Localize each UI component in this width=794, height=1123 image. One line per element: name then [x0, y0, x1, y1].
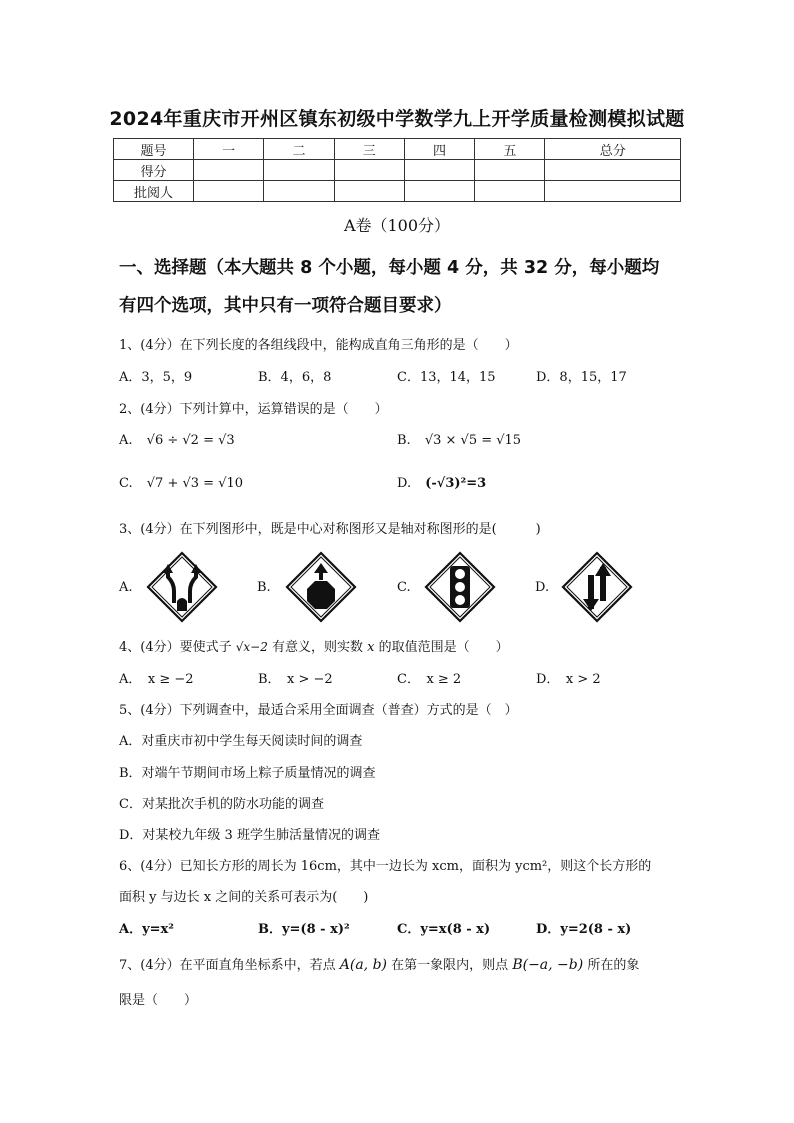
- stem-text: 4、(4分）要使式子: [119, 640, 232, 655]
- question-6-option-c: C．y=x(8 - x): [397, 922, 491, 937]
- table-cell: [404, 181, 474, 202]
- question-5-option-d: D．对某校九年级 3 班学生肺活量情况的调查: [119, 828, 380, 843]
- math-expression: √3 × √5 = √15: [424, 433, 522, 448]
- table-cell: 三: [334, 139, 404, 160]
- stop-ahead-sign-icon: [285, 551, 357, 623]
- table-cell: 批阅人: [114, 181, 194, 202]
- table-row: [114, 181, 681, 202]
- question-7-stem-line1: [119, 954, 639, 973]
- table-cell: 二: [264, 139, 334, 160]
- question-2-option-a: [119, 433, 235, 448]
- question-2-option-d: [397, 476, 486, 491]
- score-table: [113, 138, 681, 202]
- table-cell: [475, 160, 545, 181]
- table-cell: 一: [194, 139, 264, 160]
- question-5-option-b: B．对端午节期间市场上粽子质量情况的调查: [119, 766, 376, 781]
- table-cell: 总分: [545, 139, 681, 160]
- table-cell: [334, 181, 404, 202]
- question-2-option-c: [119, 476, 243, 491]
- question-6-option-d: D．y=2(8 - x): [536, 922, 632, 937]
- table-cell: 五: [475, 139, 545, 160]
- table-row: [114, 139, 681, 160]
- question-6-option-b: B．y=(8 - x)²: [258, 922, 350, 937]
- question-2-option-b: [397, 433, 521, 448]
- math-expression: √6 ÷ √2 = √3: [146, 433, 235, 448]
- question-1-option-b: B．4，6，8: [258, 370, 332, 385]
- question-3-option-a-label: A.: [119, 580, 133, 595]
- math-expression: √7 + √3 = √10: [146, 476, 244, 491]
- question-5-stem: 5、(4分）下列调查中，最适合采用全面调查（普查）方式的是（ ）: [119, 703, 518, 718]
- question-6-stem-line1: 6、(4分）已知长方形的周长为 16cm，其中一边长为 xcm，面积为 ycm²，则这个长方形的: [119, 859, 652, 874]
- question-4-option-a: A． x ≥ −2: [119, 672, 194, 687]
- question-5-option-a: A．对重庆市初中学生每天阅读时间的调查: [119, 734, 363, 749]
- table-cell: [264, 160, 334, 181]
- stem-text: 所在的象: [587, 958, 640, 973]
- table-cell: [475, 181, 545, 202]
- stem-text: 7、(4分）在平面直角坐标系中，若点: [119, 958, 336, 973]
- page-title: 2024年重庆市开州区镇东初级中学数学九上开学质量检测模拟试题: [109, 108, 685, 130]
- question-3-option-d-label: D.: [535, 580, 550, 595]
- merge-lanes-sign-icon: [146, 551, 218, 623]
- table-cell: [194, 160, 264, 181]
- table-cell: [194, 181, 264, 202]
- volume-heading: A卷（100分）: [343, 216, 451, 235]
- question-4-stem: [119, 636, 509, 655]
- table-cell: [545, 160, 681, 181]
- option-label: D.: [397, 476, 412, 491]
- question-6-stem-line2: 面积 y 与边长 x 之间的关系可表示为( ): [119, 890, 369, 905]
- section-heading-line1: 一、选择题（本大题共 8 个小题，每小题 4 分，共 32 分，每小题均: [119, 258, 660, 278]
- option-label: A.: [119, 433, 133, 448]
- point-b-expression: B(−a, −b): [512, 957, 584, 973]
- question-5-option-c: C．对某批次手机的防水功能的调查: [119, 797, 324, 812]
- stem-text: 有意义，则实数: [272, 640, 364, 655]
- stem-text: 在第一象限内，则点: [391, 958, 509, 973]
- question-4-option-b: B． x > −2: [258, 672, 333, 687]
- question-3-stem: 3、(4分）在下列图形中，既是中心对称图形又是轴对称图形的是( ): [119, 522, 541, 537]
- table-cell: 得分: [114, 160, 194, 181]
- question-7-stem-line2: 限是（ ）: [119, 993, 198, 1008]
- option-label: B.: [397, 433, 411, 448]
- option-label: C.: [119, 476, 133, 491]
- table-cell: [264, 181, 334, 202]
- table-cell: 题号: [114, 139, 194, 160]
- question-6-option-a: A．y=x²: [119, 922, 174, 937]
- two-way-traffic-sign-icon: [561, 551, 633, 623]
- table-cell: [545, 181, 681, 202]
- question-1-option-d: D．8，15，17: [536, 370, 627, 385]
- section-heading-line2: 有四个选项，其中只有一项符合题目要求）: [119, 296, 452, 316]
- math-expression: (-√3)²=3: [425, 476, 487, 491]
- table-cell: [334, 160, 404, 181]
- question-1-stem: 1、(4分）在下列长度的各组线段中，能构成直角三角形的是（ ）: [119, 338, 518, 353]
- table-cell: [404, 160, 474, 181]
- question-3-option-b-label: B.: [257, 580, 271, 595]
- table-cell: 四: [404, 139, 474, 160]
- math-expression: √x−2: [235, 640, 268, 654]
- math-variable: x: [367, 640, 375, 655]
- traffic-light-sign-icon: [424, 551, 496, 623]
- question-1-option-c: C．13，14，15: [397, 370, 496, 385]
- question-4-option-d: D． x > 2: [536, 672, 601, 687]
- question-2-stem: 2、(4分）下列计算中，运算错误的是（ ）: [119, 402, 388, 417]
- stem-text: 的取值范围是（ ）: [378, 640, 509, 655]
- question-4-option-c: C． x ≥ 2: [397, 672, 462, 687]
- table-row: [114, 160, 681, 181]
- question-1-option-a: A．3，5，9: [119, 370, 193, 385]
- point-a-expression: A(a, b): [339, 957, 388, 973]
- question-3-option-c-label: C.: [397, 580, 411, 595]
